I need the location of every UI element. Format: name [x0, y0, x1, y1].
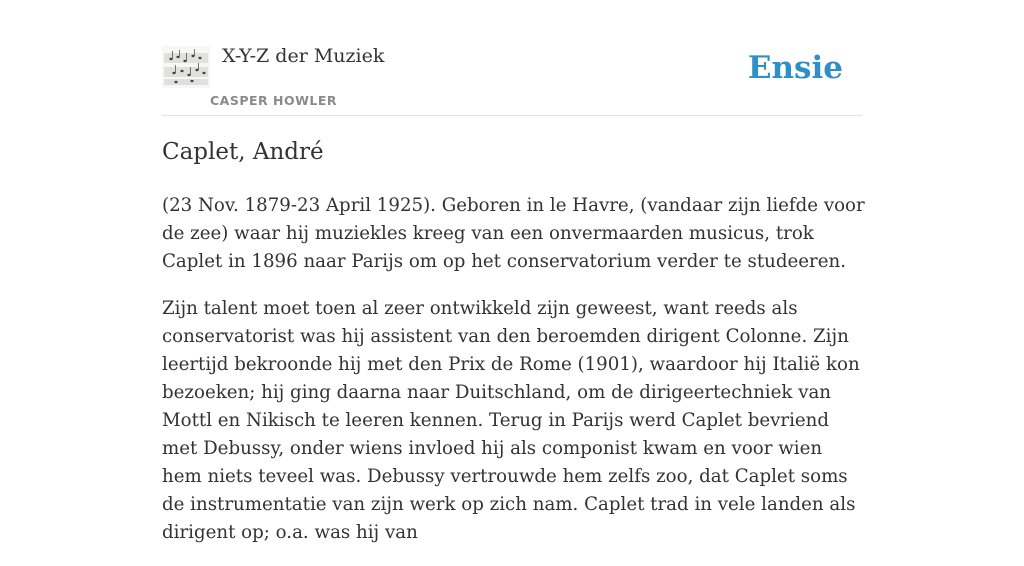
- header: [162, 0, 862, 116]
- entry-title: Caplet, André: [162, 139, 324, 165]
- book-title[interactable]: X-Y-Z der Muziek: [222, 45, 385, 67]
- author-name[interactable]: CASPER HOWLER: [210, 93, 338, 108]
- entry-body: [162, 192, 867, 566]
- ensie-logo[interactable]: Ensie: [747, 50, 843, 86]
- entry-paragraph: Zijn talent moet toen al zeer ontwikkeld zijn geweest, want reeds als conservatorist was hij assistent van den beroemden dirigent Colonne. Zijn leertijd bekroonde hij met den Prix de Rome (1901), waardoor hij Italië kon bezoeken; hij ging daarna naar Duitschland, om de dirigeertechniek van Mottl en Nikisch te leeren kennen. Terug in Parijs werd Caplet bevriend met Debussy, onder wiens invloed hij als componist kwam en voor wien hem niets teveel was. Debussy vertrouwde hem zelfs zoo, dat Caplet soms de instrumentatie van zijn werk op zich nam. Caplet trad in vele landen als dirigent op; o.a. was hij van: [162, 298, 860, 543]
- entry-paragraph: (23 Nov. 1879-23 April 1925). Geboren in le Havre, (vandaar zijn liefde voor de zee) waar hij muziekles kreeg van een onvermaarden musicus, trok Caplet in 1896 naar Parijs om op het conservatorium verder te studeeren.: [162, 195, 865, 272]
- sheet-music-icon[interactable]: [162, 46, 210, 88]
